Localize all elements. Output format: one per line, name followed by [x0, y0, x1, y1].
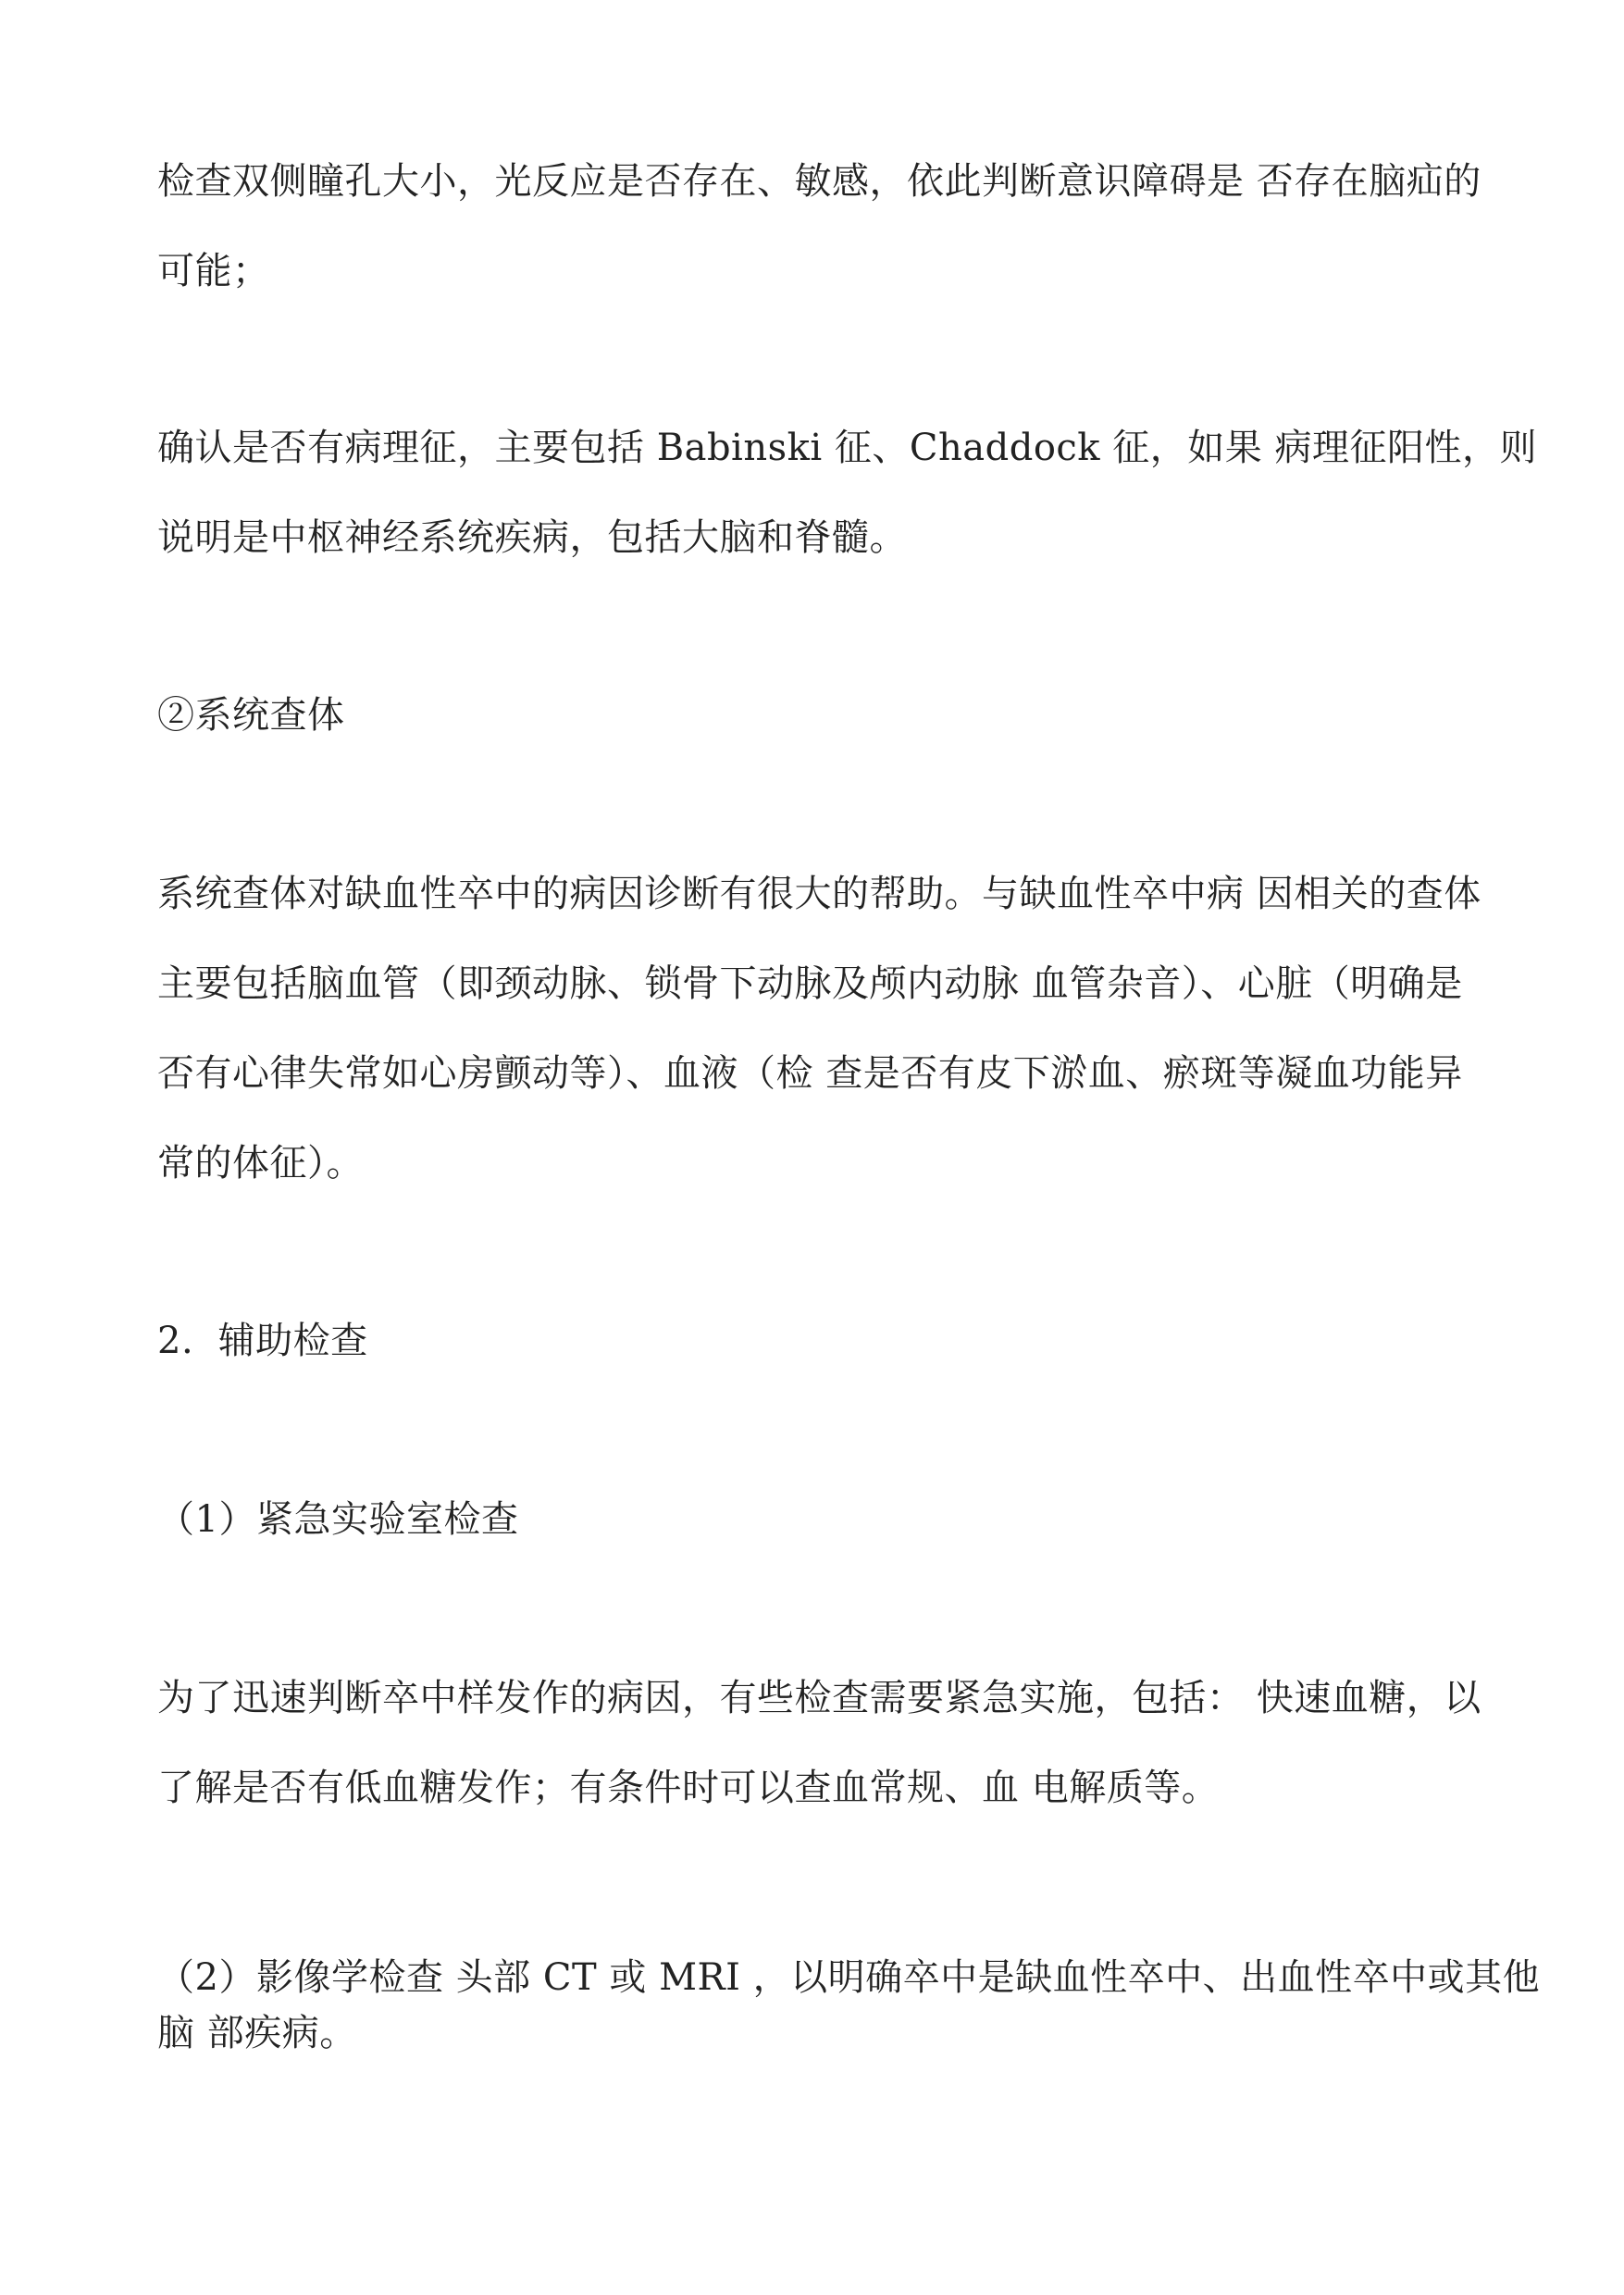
- section-heading-aux-exam: [157, 1296, 1508, 1386]
- text-line: 否有心律失常如心房颤动等）、血液（检 查是否有皮下淤血、瘀斑等凝血功能异: [157, 1052, 1463, 1095]
- text-line: 了解是否有低血糖发作；有条件时可以查血常规、血 电解质等。: [157, 1767, 1220, 1809]
- text-line: 为了迅速判断卒中样发作的病因，有些检查需要紧急实施，包括： 快速血糖，以: [157, 1677, 1481, 1719]
- paragraph-pupil-check: [157, 137, 1508, 316]
- text-line: ②系统查体: [157, 694, 345, 737]
- section-heading-system-exam: [157, 671, 1508, 761]
- text-line: 主要包括脑血管（即颈动脉、锁骨下动脉及颅内动脉 血管杂音）、心脏（明确是: [157, 962, 1463, 1005]
- text-line: 可能；: [157, 250, 270, 292]
- paragraph-pathological-signs: [157, 403, 1537, 583]
- text-line: （1）紧急实验室检查: [157, 1498, 519, 1541]
- text-line: 脑 部疾病。: [157, 2012, 357, 2054]
- text-line: 确认是否有病理征，主要包括 Babinski 征、Chaddock 征，如果 病理征阳性，则: [157, 427, 1537, 469]
- text-line: （2）影像学检查 头部 CT 或 MRI ，以明确卒中是缺血性卒中、出血性卒中或其他: [157, 1956, 1541, 1999]
- paragraph-emergency-lab: [157, 1654, 1508, 1833]
- paragraph-system-exam: [157, 850, 1508, 1209]
- text-line: 系统查体对缺血性卒中的病因诊断有很大的帮助。与缺血性卒中病 因相关的查体: [157, 873, 1481, 915]
- text-line: 检查双侧瞳孔大小，光反应是否存在、敏感，依此判断意识障碍是 否存在脑疝的: [157, 160, 1481, 203]
- text-line: 说明是中枢神经系统疾病，包括大脑和脊髓。: [157, 516, 907, 559]
- text-line: 2. 辅助检查: [157, 1320, 368, 1362]
- section-heading-emergency-lab: [157, 1475, 1508, 1565]
- paragraph-imaging: [157, 1950, 1541, 2061]
- text-line: 常的体征）。: [157, 1142, 364, 1185]
